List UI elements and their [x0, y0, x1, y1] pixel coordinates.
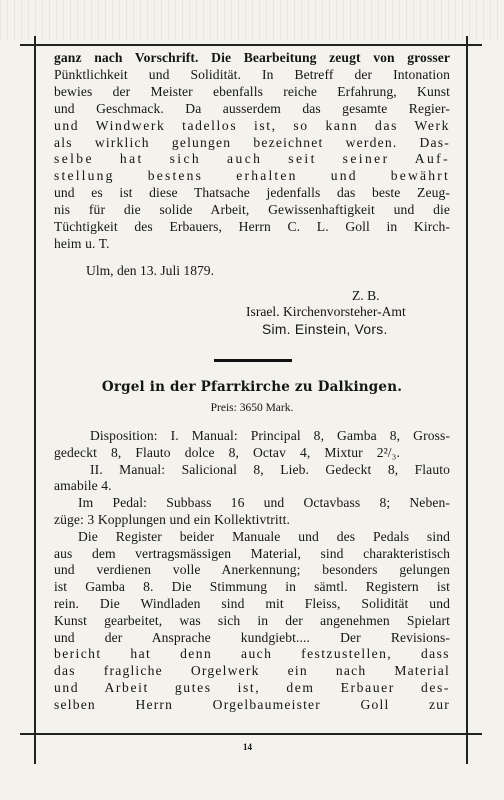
text-line: ist Gamba 8. Die Stimmung in sämtl. Registern ist — [54, 579, 450, 595]
section-text — [54, 428, 450, 714]
text-line: gedeckt 8, Flauto dolce 8, Octav 4, Mixtur 2²/₃. — [54, 444, 400, 460]
signature-office: Israel. Kirchenvorsteher-Amt — [246, 304, 406, 319]
text-line: II. Manual: Salicional 8, Lieb. Gedeckt 8, Flauto — [90, 461, 450, 477]
text-line: nis für die solide Arbeit, Gewissenhaftigkeit und die — [54, 202, 450, 218]
left-border-line — [34, 36, 36, 764]
text-line: und verdienen volle Anerkennung; besonders gelungen — [54, 562, 450, 578]
text-line: Kunst gearbeitet, was sich in der angenehmen Spielart — [54, 612, 450, 628]
signature-name: Sim. Einstein, Vors. — [262, 322, 388, 337]
text-line: Disposition: I. Manual: Principal 8, Gamba 8, Gross- — [90, 428, 450, 443]
text-line: Tüchtigkeit des Erbauers, Herrn C. L. Goll in Kirch- — [54, 219, 450, 235]
text-line: heim u. T. — [54, 235, 110, 251]
text-line: selben Herrn Orgelbaumeister Goll zur — [54, 696, 450, 712]
text-line: ganz nach Vorschrift. Die Bearbeitung zeugt von grosser — [54, 50, 450, 65]
section-title: Orgel in der Pfarrkirche zu Dalkingen. — [101, 379, 403, 395]
section-price: Preis: 3650 Mark. — [210, 402, 294, 414]
text-line: und Arbeit gutes ist, dem Erbauer des- — [54, 679, 450, 695]
top-border-line — [20, 44, 482, 46]
page-number: 14 — [243, 742, 252, 752]
right-border-line — [466, 36, 468, 764]
text-line: und der Ansprache kundgiebt.... Der Revisions- — [54, 629, 450, 645]
text-line: bewies der Meister ebenfalls reiche Erfahrung, Kunst — [54, 83, 450, 99]
letter-date: Ulm, den 13. Juli 1879. — [86, 263, 215, 278]
text-line: Die Register beider Manuale und des Pedals sind — [78, 528, 450, 544]
text-line: als wirklich gelungen bezeichnet werden. Das- — [54, 134, 450, 150]
section-divider — [214, 359, 292, 362]
scan-noise — [0, 0, 504, 40]
text-line: Im Pedal: Subbass 16 und Octavbass 8; Neben- — [78, 495, 450, 511]
text-line: züge: 3 Kopplungen und ein Kollektivtritt. — [54, 511, 291, 527]
signature-zb: Z. B. — [352, 288, 380, 303]
text-line: amabile 4. — [54, 478, 112, 494]
text-line: und es ist diese Thatsache jedenfalls das beste Zeug- — [54, 185, 450, 201]
text-line: und Geschmack. Da ausserdem das gesamte Regier- — [54, 100, 450, 116]
text-line: stellung bestens erhalten und bewährt — [54, 168, 450, 184]
bottom-border-line — [20, 733, 482, 735]
text-line: bericht hat denn auch festzustellen, dass — [54, 646, 450, 662]
text-line: rein. Die Windladen sind mit Fleiss, Solidität und — [54, 595, 450, 611]
letter-text — [54, 50, 450, 253]
text-line: Pünktlichkeit und Solidität. In Betreff der Intonation — [54, 66, 450, 82]
text-line: und Windwerk tadellos ist, so kann das Werk — [54, 117, 450, 133]
text-line: selbe hat sich auch seit seiner Auf- — [54, 151, 450, 167]
text-line: das fragliche Orgelwerk ein nach Material — [54, 663, 450, 679]
text-line: aus dem vertragsmässigen Material, sind charakteristisch — [54, 545, 450, 561]
